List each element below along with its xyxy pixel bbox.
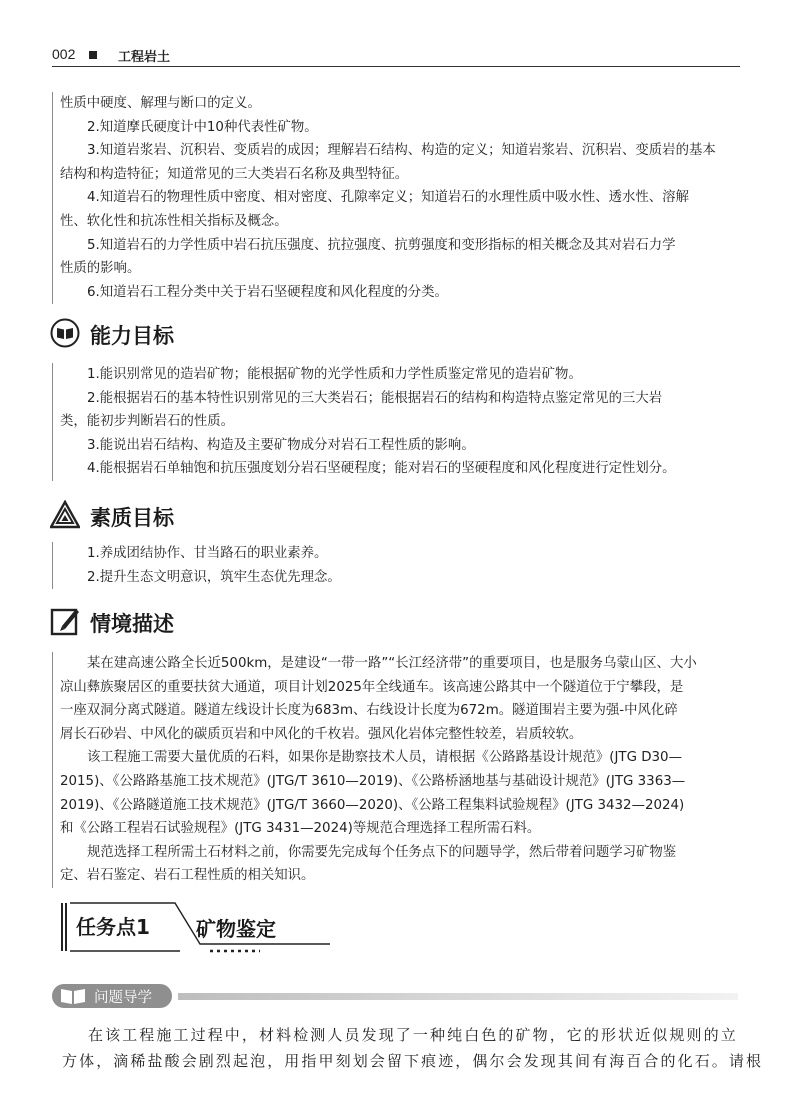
knowledge-line: 性质的影响。	[60, 261, 141, 277]
knowledge-objectives-block	[52, 92, 741, 304]
guide-line: 方体，滴稀盐酸会剧烈起泡，用指甲刻划会留下痕迹，偶尔会发现其间有海百合的化石。请根	[62, 1052, 764, 1070]
ability-objectives-block	[52, 363, 741, 481]
question-guide-pill	[52, 984, 172, 1008]
header-rule	[52, 66, 740, 67]
scenario-line: 2015)、《公路路基施工技术规范》(JTG/T 3610—2019)、《公路桥涵地基与基础设计规范》(JTG 3363—	[60, 773, 686, 789]
scenario-block	[52, 652, 741, 888]
knowledge-line: 性质中硬度、解理与断口的定义。	[60, 96, 261, 111]
scenario-line: 规范选择工程所需土石材料之前，你需要先完成每个任务点下的问题导学，然后带着问题学习矿物鉴	[87, 844, 677, 860]
header-square-marker	[89, 51, 97, 59]
knowledge-line: 2.知道摩氏硬度计中10种代表性矿物。	[87, 119, 318, 135]
quality-title: 素质目标	[90, 506, 174, 530]
knowledge-line: 6.知道岩石工程分类中关于岩石坚硬程度和风化程度的分类。	[87, 284, 448, 300]
open-book-icon	[50, 318, 80, 348]
scenario-line: 和《公路工程岩石试验规程》(JTG 3431—2024)等规范合理选择工程所需石料。	[60, 821, 541, 837]
page-number: 002	[52, 46, 76, 62]
scenario-line: 定、岩石鉴定、岩石工程性质的相关知识。	[60, 868, 315, 884]
task-point-header	[60, 899, 340, 959]
question-guide-bar	[52, 984, 740, 1010]
scenario-title: 情境描述	[90, 612, 174, 636]
scenario-line: 屑长石砂岩、中风化的碳质页岩和中风化的千枚岩。强风化岩体完整性较差，岩质较软。	[60, 726, 583, 742]
knowledge-line: 性、软化性和抗冻性相关指标及概念。	[60, 213, 288, 229]
knowledge-line: 5.知道岩石的力学性质中岩石抗压强度、抗拉强度、抗剪强度和变形指标的相关概念及其对岩石力学	[87, 237, 676, 253]
task-point-name: 矿物鉴定	[196, 917, 276, 941]
quality-objectives-block	[52, 542, 741, 589]
quality-line: 2.提升生态文明意识，筑牢生态优先理念。	[87, 569, 341, 585]
ability-line: 1.能识别常见的造岩矿物；能根据矿物的光学性质和力学性质鉴定常见的造岩矿物。	[87, 367, 582, 382]
knowledge-line: 结构和构造特征；知道常见的三大类岩石名称及典型特征。	[60, 166, 409, 182]
ability-line: 4.能根据岩石单轴饱和抗压强度划分岩石坚硬程度；能对岩石的坚硬程度和风化程度进行定性划分。	[87, 461, 676, 477]
ability-title: 能力目标	[90, 324, 174, 348]
scenario-line: 2019)、《公路隧道施工技术规范》(JTG/T 3660—2020)、《公路工程集料试验规程》(JTG 3432—2024)	[60, 797, 685, 813]
scenario-line: 该工程施工需要大量优质的石料，如果你是勘察技术人员，请根据《公路路基设计规范》(JTG D30—	[87, 750, 682, 766]
book-icon	[58, 986, 88, 1006]
task-point-label: 任务点1	[76, 915, 150, 939]
pencil-edit-icon	[50, 606, 80, 636]
knowledge-line: 3.知道岩浆岩、沉积岩、变质岩的成因；理解岩石结构、构造的定义；知道岩浆岩、沉积岩、变质岩的基本	[87, 143, 716, 159]
page-header	[52, 44, 740, 66]
knowledge-line: 4.知道岩石的物理性质中密度、相对密度、孔隙率定义；知道岩石的水理性质中吸水性、透水性、溶解	[87, 190, 689, 206]
ability-line: 3.能说出岩石结构、构造及主要矿物成分对岩石工程性质的影响。	[87, 437, 475, 453]
guide-line: 在该工程施工过程中，材料检测人员发现了一种纯白色的矿物，它的形状近似规则的立	[88, 1026, 738, 1044]
question-guide-title: 问题导学	[94, 990, 152, 1006]
ability-line: 类，能初步判断岩石的性质。	[60, 414, 235, 430]
quality-line: 1.养成团结协作、甘当路石的职业素养。	[87, 546, 328, 561]
scenario-line: 某在建高速公路全长近500km，是建设“一带一路”“长江经济带”的重要项目，也是服务乌蒙山区、大小	[87, 656, 697, 671]
scenario-line: 凉山彝族聚居区的重要扶贫大通道，项目计划2025年全线通车。该高速公路其中一个隧道位于宁攀段，是	[60, 679, 684, 695]
question-guide-text	[62, 1022, 764, 1074]
book-title: 工程岩土	[118, 50, 171, 65]
triangle-emblem-icon	[50, 500, 80, 530]
question-guide-rule	[178, 993, 738, 1000]
scenario-line: 一座双洞分离式隧道。隧道左线设计长度为683m、右线设计长度为672m。隧道围岩主要为强-中风化碎	[60, 703, 678, 719]
ability-line: 2.能根据岩石的基本特性识别常见的三大类岩石；能根据岩石的结构和构造特点鉴定常见的三大岩	[87, 390, 663, 406]
